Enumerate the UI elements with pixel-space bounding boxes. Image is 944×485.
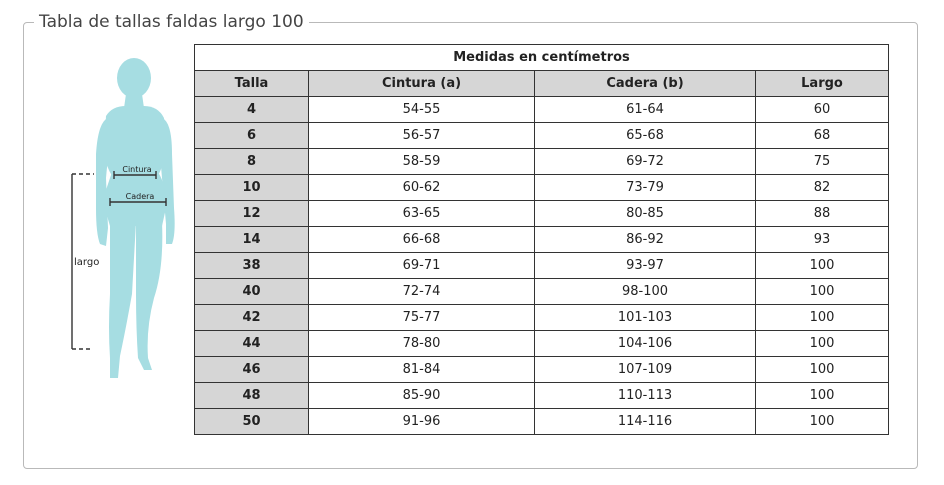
table-row [195,227,889,253]
cell-talla: 14 [195,227,309,253]
cell-largo: 100 [756,279,889,305]
cell-cintura: 85-90 [309,383,535,409]
cell-largo: 100 [756,357,889,383]
waist-label: Cintura [122,165,152,174]
cell-cadera: 93-97 [535,253,756,279]
cell-largo: 88 [756,201,889,227]
column-header-talla: Talla [195,71,309,97]
size-table-body [195,97,889,435]
table-row [195,175,889,201]
cell-talla: 4 [195,97,309,123]
cell-cadera: 86-92 [535,227,756,253]
table-row [195,305,889,331]
cell-cintura: 69-71 [309,253,535,279]
cell-cadera: 107-109 [535,357,756,383]
table-header-row [195,71,889,97]
table-row [195,409,889,435]
cell-cintura: 66-68 [309,227,535,253]
cell-talla: 8 [195,149,309,175]
table-row [195,357,889,383]
column-header-cintura: Cintura (a) [309,71,535,97]
cell-largo: 68 [756,123,889,149]
table-caption-row [195,45,889,71]
size-table [194,44,889,435]
cell-talla: 6 [195,123,309,149]
length-label: largo [74,257,100,268]
cell-cadera: 65-68 [535,123,756,149]
cell-largo: 82 [756,175,889,201]
cell-largo: 60 [756,97,889,123]
cell-talla: 48 [195,383,309,409]
cell-cintura: 56-57 [309,123,535,149]
table-row [195,201,889,227]
body-measurement-figure [66,58,190,384]
cell-talla: 44 [195,331,309,357]
panel-title: Tabla de tallas faldas largo 100 [34,10,309,34]
cell-largo: 100 [756,253,889,279]
table-row [195,149,889,175]
cell-talla: 12 [195,201,309,227]
table-row [195,279,889,305]
body-silhouette [96,58,175,378]
cell-cadera: 61-64 [535,97,756,123]
cell-cintura: 58-59 [309,149,535,175]
column-header-largo: Largo [756,71,889,97]
silhouette-illustration [66,58,190,384]
cell-cadera: 104-106 [535,331,756,357]
cell-largo: 100 [756,409,889,435]
cell-cintura: 91-96 [309,409,535,435]
cell-largo: 100 [756,305,889,331]
cell-cadera: 73-79 [535,175,756,201]
cell-largo: 100 [756,383,889,409]
table-row [195,123,889,149]
column-header-cadera: Cadera (b) [535,71,756,97]
cell-largo: 75 [756,149,889,175]
cell-talla: 40 [195,279,309,305]
cell-cadera: 98-100 [535,279,756,305]
table-row [195,331,889,357]
cell-largo: 93 [756,227,889,253]
cell-cintura: 63-65 [309,201,535,227]
table-row [195,383,889,409]
cell-cadera: 114-116 [535,409,756,435]
cell-talla: 46 [195,357,309,383]
cell-cintura: 60-62 [309,175,535,201]
cell-cintura: 75-77 [309,305,535,331]
cell-cintura: 54-55 [309,97,535,123]
table-caption: Medidas en centímetros [195,45,889,71]
cell-talla: 38 [195,253,309,279]
table-row [195,97,889,123]
cell-cadera: 101-103 [535,305,756,331]
table-row [195,253,889,279]
cell-largo: 100 [756,331,889,357]
cell-talla: 42 [195,305,309,331]
cell-cintura: 81-84 [309,357,535,383]
cell-cadera: 110-113 [535,383,756,409]
cell-cadera: 69-72 [535,149,756,175]
hip-label: Cadera [125,192,155,201]
cell-talla: 50 [195,409,309,435]
cell-cintura: 78-80 [309,331,535,357]
cell-talla: 10 [195,175,309,201]
cell-cadera: 80-85 [535,201,756,227]
cell-cintura: 72-74 [309,279,535,305]
